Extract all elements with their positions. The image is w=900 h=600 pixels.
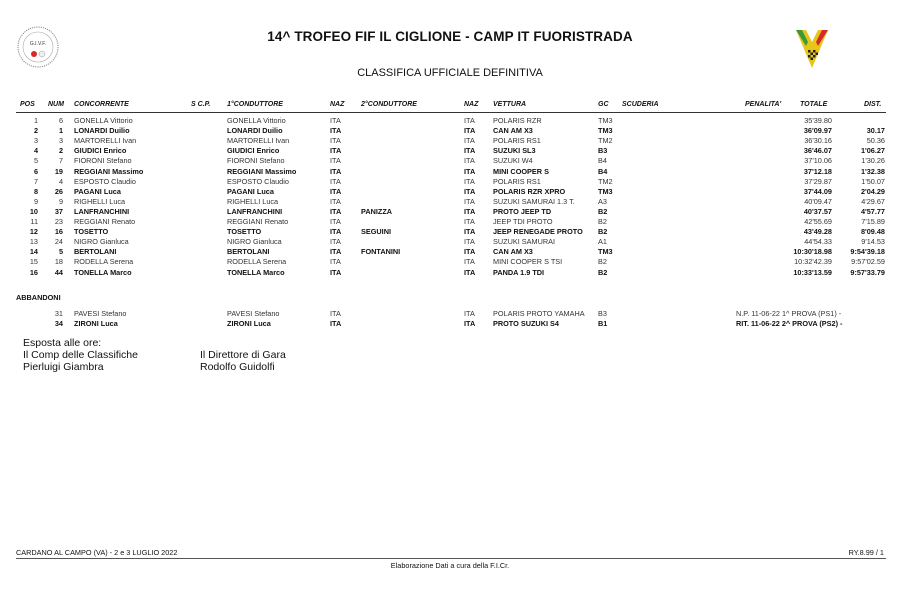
table-row [0,126,900,136]
naz1-cell: ITA [330,206,342,216]
concorrente-cell: REGGIANI Massimo [74,166,144,176]
naz1-cell: ITA [330,257,341,267]
table-row [0,197,900,207]
naz2-cell: ITA [464,257,475,267]
naz2-cell: ITA [464,206,476,216]
pos-cell: 8 [33,186,38,196]
naz2-cell: ITA [464,227,476,237]
primo-conduttore-cell: FIORONI Stefano [227,156,285,166]
num-cell: 34 [54,319,63,329]
pos-cell: 10 [29,206,38,216]
vettura-cell: POLARIS RS1 [493,176,541,186]
naz2-cell: ITA [464,166,476,176]
table-row [0,257,900,267]
vettura-cell: POLARIS RS1 [493,136,541,146]
col-penalita: PENALITA' [745,101,782,108]
dist-cell: 9:57'33.79 [850,267,885,277]
num-cell: 23 [54,217,63,226]
gc-cell: B2 [598,217,607,226]
vettura-cell: SUZUKI SL3 [493,146,536,156]
pos-cell: 1 [33,116,38,125]
vettura-cell: SUZUKI SAMURAI 1.3 T. [493,196,575,206]
gc-cell: TM3 [598,186,613,196]
direttore-role: Il Direttore di Gara [200,349,286,361]
dist-cell: 1'50.07 [861,176,885,186]
footer-code: RY.8.99 / 1 [848,548,884,557]
col-scuderia: SCUDERIA [622,101,659,108]
totale-cell: 35'39.80 [804,116,832,125]
abbandoni-row [0,319,900,329]
primo-conduttore-cell: LONARDI Duilio [227,126,283,136]
vettura-cell: MINI COOPER S [493,166,549,176]
vettura-cell: POLARIS PROTO YAMAHA [493,309,585,318]
dist-cell: 50.36 [866,136,885,146]
pos-cell: 11 [30,217,38,226]
num-cell: 26 [54,186,63,196]
vettura-cell: SUZUKI W4 [493,156,533,166]
col-scp: S C.P. [191,101,211,108]
naz2-cell: ITA [464,186,476,196]
table-row [0,268,900,278]
dist-cell: 9:57'02.59 [851,257,885,267]
vettura-cell: PANDA 1.9 TDI [493,267,545,277]
concorrente-cell: ESPOSTO Claudio [74,176,136,186]
naz1-cell: ITA [330,146,342,156]
secondo-conduttore-cell: FONTANINI [361,247,401,257]
gc-cell: B2 [598,257,607,267]
totale-cell: 36'46.07 [803,146,832,156]
naz1-cell: ITA [330,126,342,136]
dist-cell: 9:54'39.18 [850,247,885,257]
naz2-cell: ITA [464,319,476,329]
primo-conduttore-cell: REGGIANI Massimo [227,166,297,176]
svg-text:G.I.V.F.: G.I.V.F. [29,41,47,47]
primo-conduttore-cell: RODELLA Serena [227,257,287,267]
primo-conduttore-cell: TONELLA Marco [227,267,285,277]
gc-cell: B4 [598,166,608,176]
vettura-cell: SUZUKI SAMURAI [493,237,556,247]
naz1-cell: ITA [330,227,342,237]
totale-cell: 40'37.57 [803,206,832,216]
naz2-cell: ITA [464,126,476,136]
naz1-cell: ITA [330,196,341,206]
vettura-cell: CAN AM X3 [493,126,533,136]
primo-conduttore-cell: NIGRO Gianluca [227,237,282,247]
num-cell: 16 [54,227,63,237]
naz1-cell: ITA [330,267,342,277]
secondo-conduttore-cell: PANIZZA [361,206,393,216]
col-primo-conduttore: 1°CONDUTTORE [227,101,283,108]
abbandoni-heading: ABBANDONI [16,293,61,302]
concorrente-cell: NIGRO Gianluca [74,237,129,247]
num-cell: 18 [54,257,63,267]
vettura-cell: JEEP TDI PROTO [493,217,553,226]
naz1-cell: ITA [330,166,342,176]
table-row [0,217,900,227]
naz2-cell: ITA [464,267,476,277]
concorrente-cell: PAVESI Stefano [74,309,127,318]
header-divider [16,112,886,113]
totale-cell: 10:33'13.59 [793,267,832,277]
page-subtitle: CLASSIFICA UFFICIALE DEFINITIVA [357,67,543,79]
table-row [0,237,900,247]
gc-cell: B1 [598,319,608,329]
dist-cell: 4'57.77 [860,206,885,216]
totale-cell: 37'44.09 [803,186,832,196]
naz1-cell: ITA [330,309,341,318]
totale-cell: 37'10.06 [804,156,832,166]
num-cell: 2 [58,146,63,156]
dist-cell: 8'09.48 [860,227,885,237]
num-cell: 37 [54,206,63,216]
footer-location: CARDANO AL CAMPO (VA) - 2 e 3 LUGLIO 2022 [16,548,178,557]
num-cell: 19 [54,166,63,176]
vettura-cell: MINI COOPER S TSI [493,257,563,267]
num-cell: 24 [54,237,63,247]
gc-cell: B3 [598,309,607,318]
naz2-cell: ITA [464,309,475,318]
vettura-cell: PROTO SUZUKI S4 [493,319,559,329]
num-cell: 1 [58,126,63,136]
totale-cell: 42'55.69 [804,217,832,226]
table-row [0,247,900,257]
concorrente-cell: ZIRONI Luca [74,319,118,329]
totale-cell: 43'49.28 [803,227,832,237]
gc-cell: TM2 [598,136,613,146]
totale-cell: 10:32'42.39 [794,257,832,267]
col-dist: DIST. [864,101,882,108]
pos-cell: 12 [29,227,38,237]
primo-conduttore-cell: PAVESI Stefano [227,309,280,318]
pos-cell: 4 [33,146,38,156]
table-row [0,187,900,197]
primo-conduttore-cell: GONELLA Vittorio [227,116,286,125]
gc-cell: B2 [598,227,608,237]
gc-cell: B4 [598,156,607,166]
primo-conduttore-cell: ZIRONI Luca [227,319,271,329]
totale-cell: 44'54.33 [804,237,832,247]
num-cell: 7 [58,156,63,166]
table-row [0,116,900,126]
naz1-cell: ITA [330,156,341,166]
num-cell: 3 [58,136,63,146]
note-cell: RIT. 11-06-22 2^ PROVA (PS2) - [736,319,843,329]
pos-cell: 13 [29,237,38,247]
gc-cell: A1 [598,237,607,247]
note-cell: N.P. 11-06-22 1^ PROVA (PS1) - [736,309,842,318]
pos-cell: 5 [33,156,38,166]
concorrente-cell: LANFRANCHINI [74,206,130,216]
col-secondo-conduttore: 2°CONDUTTORE [361,101,417,108]
table-row [0,156,900,166]
concorrente-cell: GIUDICI Enrico [74,146,127,156]
table-row [0,227,900,237]
gc-cell: B3 [598,146,608,156]
col-vettura: VETTURA [493,101,527,108]
vettura-cell: POLARIS RZR [493,116,542,125]
dist-cell: 1'06.27 [860,146,885,156]
gc-cell: B2 [598,267,608,277]
naz2-cell: ITA [464,176,475,186]
primo-conduttore-cell: LANFRANCHINI [227,206,283,216]
num-cell: 31 [54,309,63,318]
table-row [0,177,900,187]
naz2-cell: ITA [464,217,475,226]
dist-cell: 2'04.29 [860,186,885,196]
naz1-cell: ITA [330,176,341,186]
primo-conduttore-cell: REGGIANI Renato [227,217,289,226]
primo-conduttore-cell: BERTOLANI [227,247,270,257]
concorrente-cell: GONELLA Vittorio [74,116,133,125]
num-cell: 5 [58,247,63,257]
concorrente-cell: REGGIANI Renato [74,217,136,226]
concorrente-cell: LONARDI Duilio [74,126,130,136]
gc-cell: TM3 [598,247,613,257]
table-row [0,136,900,146]
dist-cell: 1'30.26 [861,156,885,166]
concorrente-cell: TOSETTO [74,227,109,237]
num-cell: 4 [58,176,63,186]
pos-cell: 9 [33,196,38,206]
col-num: NUM [48,101,64,108]
dist-cell: 1'32.38 [860,166,885,176]
page-title: 14^ TROFEO FIF IL CIGLIONE - CAMP IT FUORISTRADA [267,29,633,44]
primo-conduttore-cell: ESPOSTO Claudio [227,176,289,186]
direttore-name: Rodolfo Guidolfi [200,361,275,373]
primo-conduttore-cell: RIGHELLI Luca [227,196,279,206]
exposed-label: Esposta alle ore: [23,337,102,349]
naz1-cell: ITA [330,237,341,247]
gc-cell: A3 [598,196,607,206]
classifiche-role: Il Comp delle Classifiche [23,349,138,361]
naz2-cell: ITA [464,146,476,156]
gc-cell: TM3 [598,116,613,125]
pos-cell: 6 [33,166,38,176]
num-cell: 44 [54,267,63,277]
vettura-cell: POLARIS RZR XPRO [493,186,566,196]
gc-cell: B2 [598,206,608,216]
footer-divider [16,558,886,559]
primo-conduttore-cell: TOSETTO [227,227,262,237]
footer-credit: Elaborazione Dati a cura della F.I.Cr. [390,561,510,570]
concorrente-cell: RIGHELLI Luca [74,196,126,206]
dist-cell: 4'29.67 [861,196,885,206]
vettura-cell: JEEP RENEGADE PROTO [493,227,583,237]
naz2-cell: ITA [464,116,475,125]
pos-cell: 2 [33,126,38,136]
primo-conduttore-cell: PAGANI Luca [227,186,274,196]
vettura-cell: CAN AM X3 [493,247,533,257]
naz2-cell: ITA [464,247,476,257]
naz1-cell: ITA [330,217,341,226]
totale-cell: 37'12.18 [803,166,832,176]
col-concorrente: CONCORRENTE [74,101,129,108]
pos-cell: 7 [33,176,38,186]
dist-cell: 30.17 [866,126,885,136]
classifiche-name: Pierluigi Giambra [23,361,104,373]
naz1-cell: ITA [330,319,342,329]
concorrente-cell: RODELLA Serena [74,257,134,267]
concorrente-cell: FIORONI Stefano [74,156,132,166]
gc-cell: TM3 [598,126,613,136]
naz2-cell: ITA [464,237,475,247]
naz1-cell: ITA [330,116,341,125]
concorrente-cell: BERTOLANI [74,247,117,257]
col-totale: TOTALE [800,101,828,108]
primo-conduttore-cell: MARTORELLI Ivan [227,136,290,146]
totale-cell: 10:30'18.98 [793,247,832,257]
table-row [0,207,900,217]
dist-cell: 7'15.89 [861,217,885,226]
naz2-cell: ITA [464,196,475,206]
naz1-cell: ITA [330,186,342,196]
col-pos: POS [20,101,35,108]
abbandoni-row [0,309,900,319]
totale-cell: 40'09.47 [804,196,832,206]
primo-conduttore-cell: GIUDICI Enrico [227,146,280,156]
gc-cell: TM2 [598,176,613,186]
totale-cell: 36'30.16 [804,136,832,146]
col-naz2: NAZ [464,101,479,108]
num-cell: 6 [58,116,63,125]
col-gc: GC [598,101,609,108]
concorrente-cell: PAGANI Luca [74,186,121,196]
table-row [0,167,900,177]
totale-cell: 36'09.97 [803,126,832,136]
col-naz1: NAZ [330,101,345,108]
naz1-cell: ITA [330,136,341,146]
naz2-cell: ITA [464,136,475,146]
pos-cell: 3 [33,136,38,146]
naz2-cell: ITA [464,156,475,166]
dist-cell: 9'14.53 [861,237,885,247]
concorrente-cell: TONELLA Marco [74,267,132,277]
totale-cell: 37'29.87 [804,176,832,186]
secondo-conduttore-cell: SEGUINI [361,227,392,237]
naz1-cell: ITA [330,247,342,257]
pos-cell: 16 [29,267,38,277]
pos-cell: 15 [29,257,38,267]
pos-cell: 14 [29,247,38,257]
table-row [0,146,900,156]
num-cell: 9 [58,196,63,206]
vettura-cell: PROTO JEEP TD [493,206,552,216]
concorrente-cell: MARTORELLI Ivan [74,136,137,146]
